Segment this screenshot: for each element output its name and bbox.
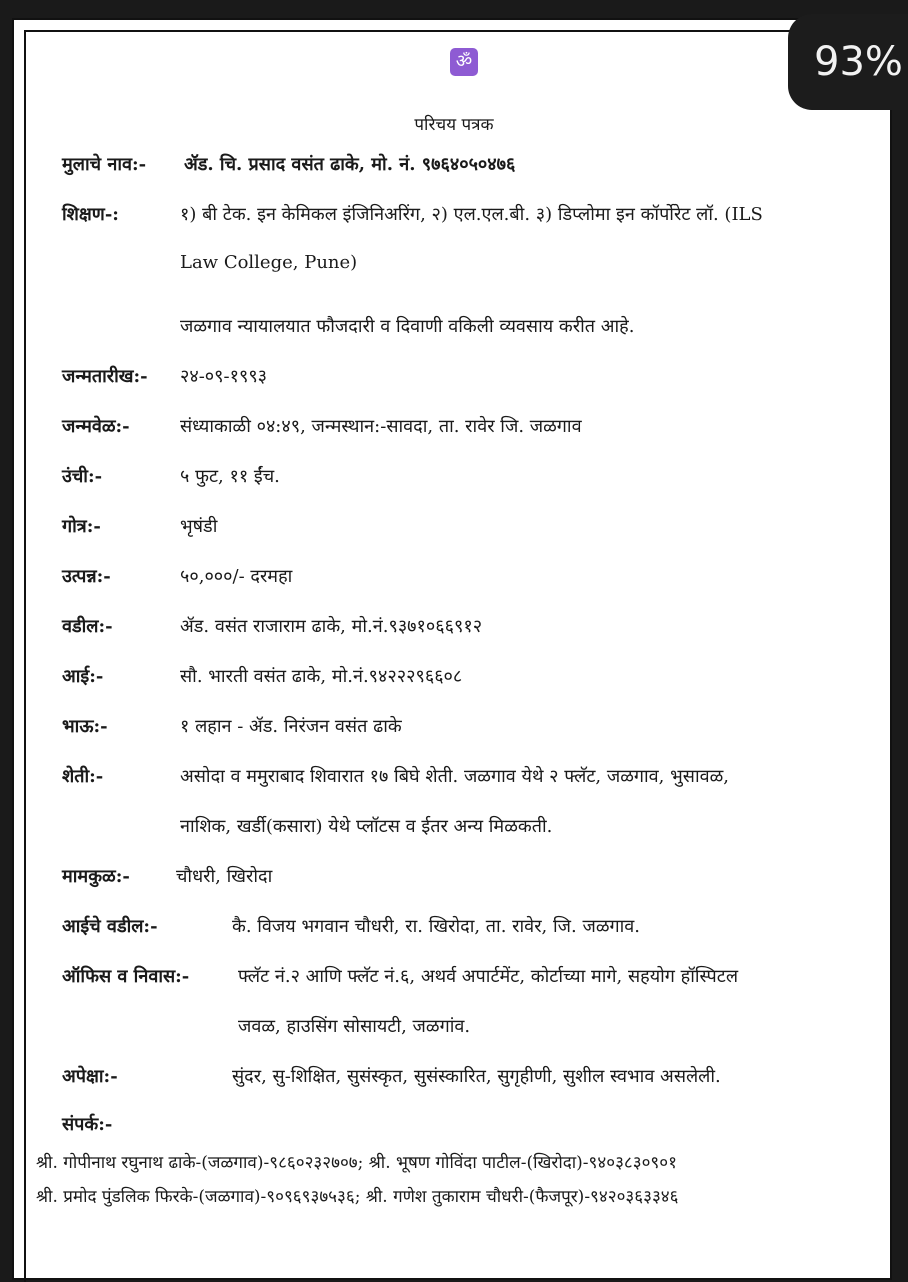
contact-label: संपर्क:-: [62, 1114, 113, 1135]
income-value: ५०,०००/- दरमहा: [180, 566, 293, 587]
father-label: वडील:-: [62, 616, 113, 637]
birthtime-label: जन्मवेळ:-: [62, 416, 130, 437]
education-line-2: Law College, Pune): [180, 252, 358, 273]
zoom-indicator: 93%: [788, 14, 908, 110]
contact-line-1: श्री. गोपीनाथ रघुनाथ ढाके-(जळगाव)-९८६०२३२७०७; श्री. भूषण गोविंदा पाटील-(खिरोदा)-९४०३८३०९०१: [36, 1153, 677, 1173]
farm-line-2: नाशिक, खर्डी(कसारा) येथे प्लॉटस व ईतर अन्य मिळकती.: [180, 816, 553, 837]
farm-line-1: असोदा व ममुराबाद शिवारात १७ बिघे शेती. जळगाव येथे २ फ्लॅट, जळगाव, भुसावळ,: [180, 766, 730, 787]
gotra-label: गोत्र:-: [62, 516, 101, 537]
expectation-value: सुंदर, सु-शिक्षित, सुसंस्कृत, सुसंस्कारित, सुगृहीणी, सुशील स्वभाव असलेली.: [232, 1066, 721, 1087]
birthtime-value: संध्याकाळी ०४:४९, जन्मस्थान:-सावदा, ता. रावेर जि. जळगाव: [180, 416, 582, 437]
name-value: ॲड. चि. प्रसाद वसंत ढाके, मो. नं. ९७६४०५०४७६: [184, 154, 516, 175]
birthdate-value: २४-०९-१९९३: [180, 366, 268, 387]
education-line-1: १) बी टेक. इन केमिकल इंजिनिअरिंग, २) एल.एल.बी. ३) डिप्लोमा इन कॉर्पोरेट लॉ. (ILS: [180, 204, 763, 225]
om-icon: ॐ: [450, 48, 478, 76]
office-line-1: फ्लॅट नं.२ आणि फ्लॅट नं.६, अथर्व अपार्टमेंट, कोर्टाच्या मागे, सहयोग हॉस्पिटल: [238, 966, 739, 987]
mother-value: सौ. भारती वसंत ढाके, मो.नं.९४२२२९६६०८: [180, 666, 463, 687]
expectation-label: अपेक्षा:-: [62, 1066, 118, 1087]
contact-line-2: श्री. प्रमोद पुंडलिक फिरके-(जळगाव)-९०९६९३७५३६; श्री. गणेश तुकाराम चौधरी-(फैजपूर)-९४२०३६३३४६: [36, 1187, 679, 1207]
office-label: ऑफिस व निवास:-: [62, 966, 190, 987]
mamkul-value: चौधरी, खिरोदा: [176, 866, 273, 887]
profession-line: जळगाव न्यायालयात फौजदारी व दिवाणी वकिली व्यवसाय करीत आहे.: [180, 316, 635, 337]
maternal-grandfather-value: कै. विजय भगवान चौधरी, रा. खिरोदा, ता. रावेर, जि. जळगाव.: [232, 916, 641, 937]
name-label: मुलाचे नाव:-: [62, 154, 147, 175]
height-label: उंची:-: [62, 466, 103, 487]
page-title: परिचय पत्रक: [414, 115, 494, 135]
income-label: उत्पन्न:-: [62, 566, 111, 587]
maternal-grandfather-label: आईचे वडील:-: [62, 916, 158, 937]
farm-label: शेती:-: [62, 766, 104, 787]
document-page: [12, 18, 892, 1280]
brother-value: १ लहान - ॲड. निरंजन वसंत ढाके: [180, 716, 402, 737]
birthdate-label: जन्मतारीख:-: [62, 366, 148, 387]
gotra-value: भृषंडी: [180, 516, 218, 537]
height-value: ५ फुट, ११ ईंच.: [180, 466, 280, 487]
education-label: शिक्षण-:: [62, 204, 119, 225]
mamkul-label: मामकुळ:-: [62, 866, 130, 887]
office-line-2: जवळ, हाउसिंग सोसायटी, जळगांव.: [238, 1016, 471, 1037]
father-value: ॲड. वसंत राजाराम ढाके, मो.नं.९३७१०६६९१२: [180, 616, 483, 637]
brother-label: भाऊ:-: [62, 716, 108, 737]
mother-label: आई:-: [62, 666, 104, 687]
